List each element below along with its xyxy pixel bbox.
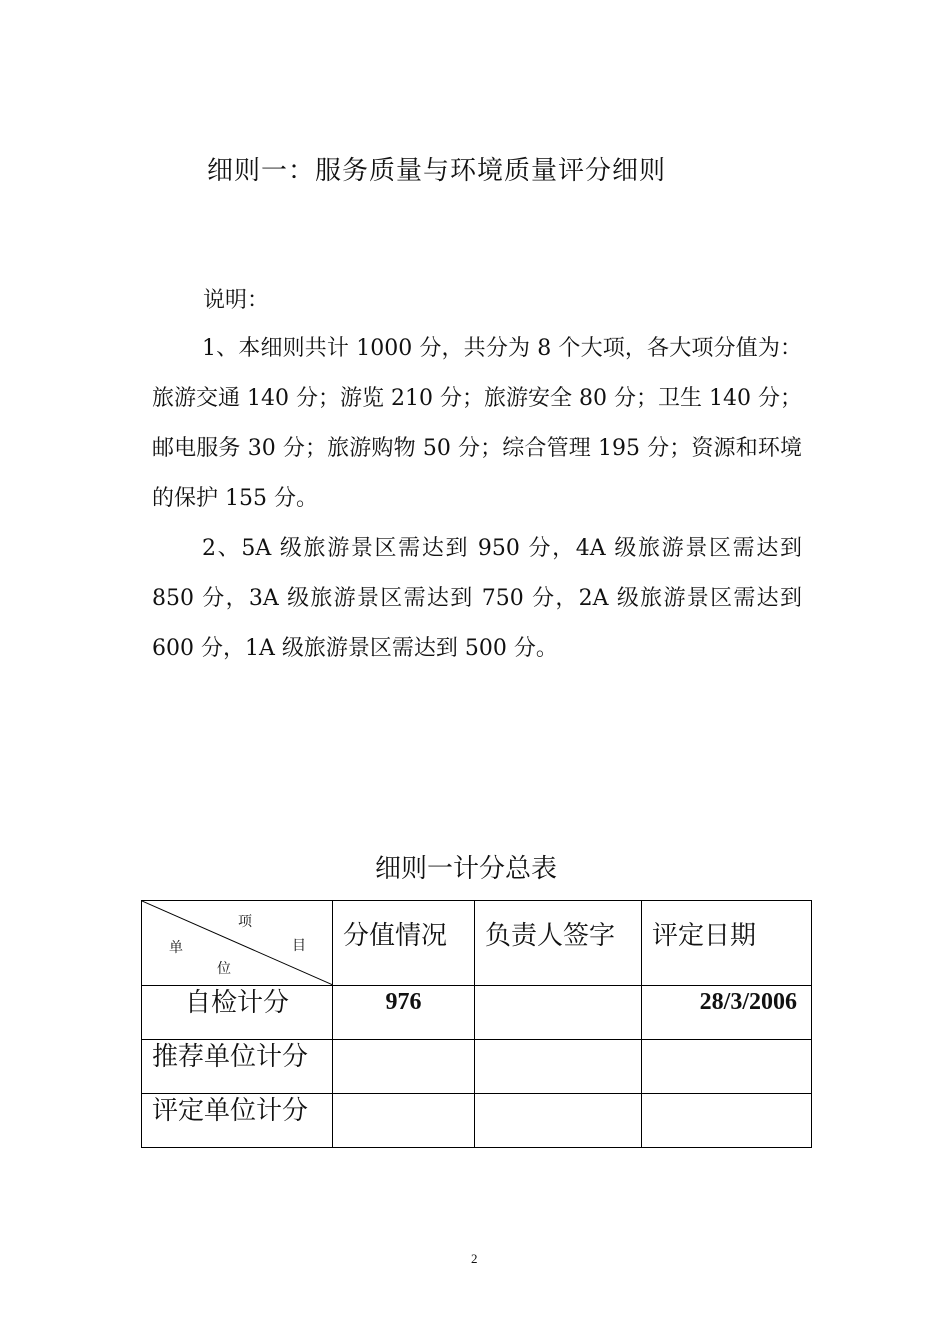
table-title: 细则一计分总表: [375, 854, 558, 884]
score-cell: [333, 1094, 475, 1148]
page-title: 细则一：服务质量与环境质量评分细则: [207, 156, 667, 186]
date-cell: [642, 1040, 812, 1094]
date-cell: [642, 1094, 812, 1148]
table-row: [142, 1040, 812, 1094]
corner-label-dan: 单: [169, 940, 183, 956]
row-label: 评定单位计分: [142, 1094, 333, 1148]
table-header-row: [142, 901, 812, 986]
page-number: 2: [471, 1251, 478, 1266]
note-heading: 说明：: [203, 288, 270, 313]
corner-label-wei: 位: [217, 961, 231, 977]
header-score: 分值情况: [333, 901, 475, 986]
score-summary-table: [141, 900, 812, 1148]
table-row: [142, 986, 812, 1040]
score-cell: 976: [333, 986, 475, 1040]
header-date: 评定日期: [642, 901, 812, 986]
signature-cell: [475, 1040, 642, 1094]
diagonal-header-cell: [142, 901, 333, 986]
signature-cell: [475, 1094, 642, 1148]
table-row: [142, 1094, 812, 1148]
row-label: 自检计分: [142, 986, 333, 1040]
corner-label-mu: 目: [292, 938, 306, 954]
date-cell: 28/3/2006: [642, 986, 812, 1040]
header-signature: 负责人签字: [475, 901, 642, 986]
corner-label-xiang: 项: [238, 914, 252, 930]
signature-cell: [475, 986, 642, 1040]
row-label: 推荐单位计分: [142, 1040, 333, 1094]
score-cell: [333, 1040, 475, 1094]
note-paragraph-1: 1、本细则共计 1000 分，共分为 8 个大项，各大项分值为：旅游交通 140 分；游览 210 分；旅游安全 80 分；卫生 140 分；邮电服务 30 分；旅游购物 50 分；综合管理 195 分；资源和环境的保护 155 分。: [152, 336, 802, 511]
note-paragraph-2: 2、5A 级旅游景区需达到 950 分，4A 级旅游景区需达到 850 分，3A 级旅游景区需达到 750 分，2A 级旅游景区需达到 600 分，1A 级旅游景区需达到 500 分。: [152, 536, 802, 661]
